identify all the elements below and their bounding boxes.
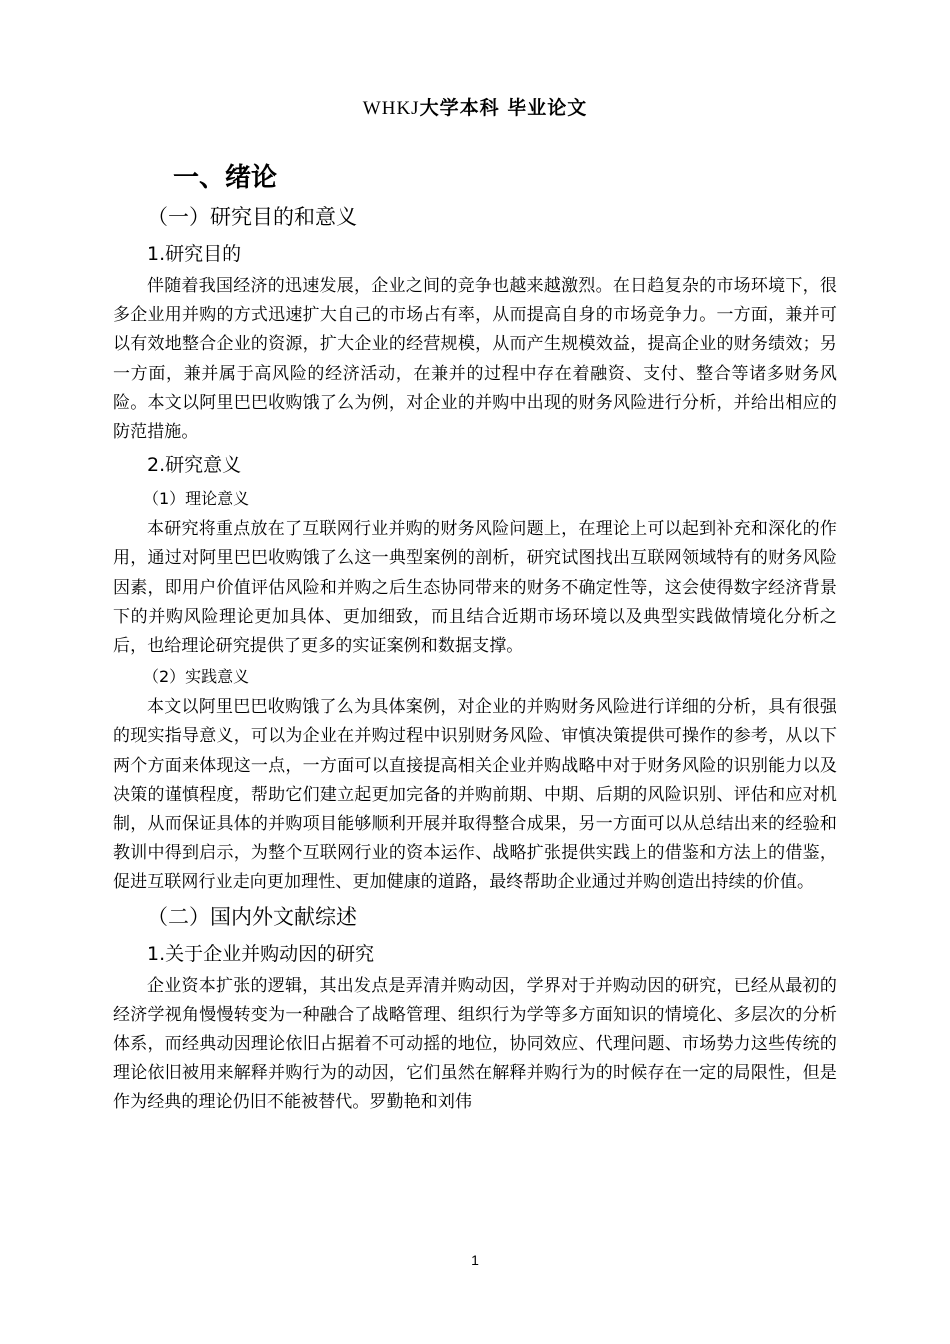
subsection-merger-motives: 1.关于企业并购动因的研究 [147,942,375,965]
paragraph-merger-motives: 企业资本扩张的逻辑，其出发点是弄清并购动因，学界对于并购动因的研究，已经从最初的经济学视角慢慢转变为一种融合了战略管理、组织行为学等多方面知识的情境化、多层次的分析体系，而经典动因理论依旧占据着不可动摇的地位，协同效应、代理问题、市场势力这些传统的理论依旧被用来解释并购行为的动因，它们虽然在解释并购行为的时候存在一定的局限性，但是作为经典的理论仍旧不能被替代。罗勤艳和刘伟 [113,975,837,1113]
paragraph-research-purpose: 伴随着我国经济的迅速发展，企业之间的竞争也越来越激烈。在日趋复杂的市场环境下，很多企业用并购的方式迅速扩大自己的市场占有率，从而提高自身的市场竞争力。一方面，兼并可以有效地整合企业的资源，扩大企业的经营规模，从而产生规模效益，提高企业的财务绩效；另一方面，兼并属于高风险的经济活动，在兼并的过程中存在着融资、支付、整合等诸多财务风险。本文以阿里巴巴收购饿了么为例，对企业的并购中出现的财务风险进行分析，并给出相应的防范措施。 [113,276,837,443]
paragraph-practical-significance: 本文以阿里巴巴收购饿了么为具体案例，对企业的并购财务风险进行详细的分析，具有很强的现实指导意义，可以为企业在并购过程中识别财务风险、审慎决策提供可操作的参考，从以下两个方面来体现这一点，一方面可以直接提高相关企业并购战略中对于财务风险的识别能力以及决策的谨慎程度，帮助它们建立起更加完备的并购前期、中期、后期的风险识别、评估和应对机制，从而保证具体的并购项目能够顺利开展并取得整合成果，另一方面可以从总结出来的经验和教训中得到启示，为整个互联网行业的资本运作、战略扩张提供实践上的借鉴和方法上的借鉴，促进互联网行业走向更加理性、更加健康的道路，最终帮助企业通过并购创造出持续的价值。 [113,697,837,893]
page-number: 1 [471,1252,479,1268]
page-content [113,158,837,1118]
running-header [0,96,950,121]
chapter-title: 一、绪论 [173,163,278,193]
paragraph-theoretical-significance: 本研究将重点放在了互联网行业并购的财务风险问题上，在理论上可以起到补充和深化的作用，通过对阿里巴巴收购饿了么这一典型案例的剖析，研究试图找出互联网领域特有的财务风险因素，即用户价值评估风险和并购之后生态协同带来的财务不确定性等，这会使得数字经济背景下的并购风险理论更加具体、更加细致，而且结合近期市场环境以及典型实践做情境化分析之后，也给理论研究提供了更多的实证案例和数据支撑。 [113,519,837,657]
subsection-research-purpose: 1.研究目的 [147,243,242,265]
subsection-research-significance: 2.研究意义 [147,454,242,477]
section-title-literature-review: （二）国内外文献综述 [147,904,357,929]
heading-theoretical-significance: （1）理论意义 [143,489,250,509]
header-title: 大学本科 毕业论文 [419,97,588,119]
section-title-purpose-significance: （一）研究目的和意义 [147,205,357,229]
heading-practical-significance: （2）实践意义 [143,667,250,687]
header-university-code: WHKJ [362,98,420,119]
